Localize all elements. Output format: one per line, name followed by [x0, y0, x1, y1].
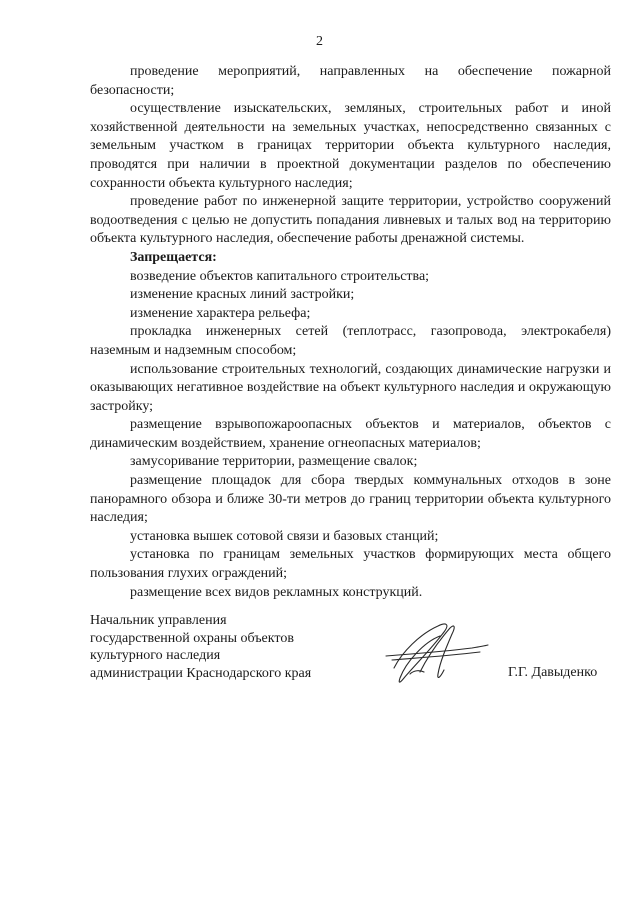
paragraph: изменение красных линий застройки; [130, 287, 355, 303]
signatory-title-line: Начальник управления [90, 613, 227, 628]
paragraph: проведение работ по инженерной защите территории, устройство сооружений водоотведения с целью не допустить попадания ливневых и талых вод на территорию объекта культурного наследия, обеспечение работы дренажной системы. [90, 194, 611, 247]
paragraph: возведение объектов капитального строительства; [130, 268, 430, 284]
paragraph: размещение площадок для сбора твердых коммунальных отходов в зоне панорамного обзора и ближе 30-ти метров до границ территории объекта культурного наследия; [90, 473, 611, 526]
paragraph: размещение всех видов рекламных конструкций. [130, 584, 423, 600]
handwritten-signature-icon [380, 612, 490, 690]
document-body [90, 63, 611, 602]
signer-name: Г.Г. Давыденко [508, 665, 598, 680]
signatory-title-line: администрации Краснодарского края [90, 665, 312, 681]
paragraph: проведение мероприятий, направленных на обеспечение пожарной безопасности; [90, 64, 611, 98]
signatory-title-line: государственной охраны объектов [90, 630, 294, 646]
paragraph: изменение характера рельефа; [130, 305, 311, 321]
signatory-title-line: культурного наследия [90, 648, 221, 663]
paragraph: прокладка инженерных сетей (теплотрасс, газопровода, электрокабеля) наземным и надземным способом; [90, 324, 611, 358]
section-heading-prohibited: Запрещается: [130, 249, 217, 265]
paragraph: замусоривание территории, размещение свалок; [130, 454, 418, 470]
paragraph: использование строительных технологий, создающих динамические нагрузки и оказывающих негативное воздействие на объект культурного наследия и окружающую застройку; [90, 361, 611, 414]
signatory-title [90, 612, 311, 682]
paragraph: осуществление изыскательских, земляных, строительных работ и иной хозяйственной деятельности на земельных участках, непосредственно связанных с земельным участком в границах территории объекта культурного наследия, проводятся при наличии в проектной документации разделов по обеспечению сохранности объекта культурного наследия; [90, 101, 611, 191]
paragraph: размещение взрывопожароопасных объектов и материалов, объектов с динамическим воздействием, хранение огнеопасных материалов; [90, 417, 611, 451]
paragraph: установка вышек сотовой связи и базовых станций; [130, 528, 439, 544]
paragraph: установка по границам земельных участков формирующих места общего пользования глухих ограждений; [90, 547, 611, 582]
page-number: 2 [316, 34, 323, 49]
